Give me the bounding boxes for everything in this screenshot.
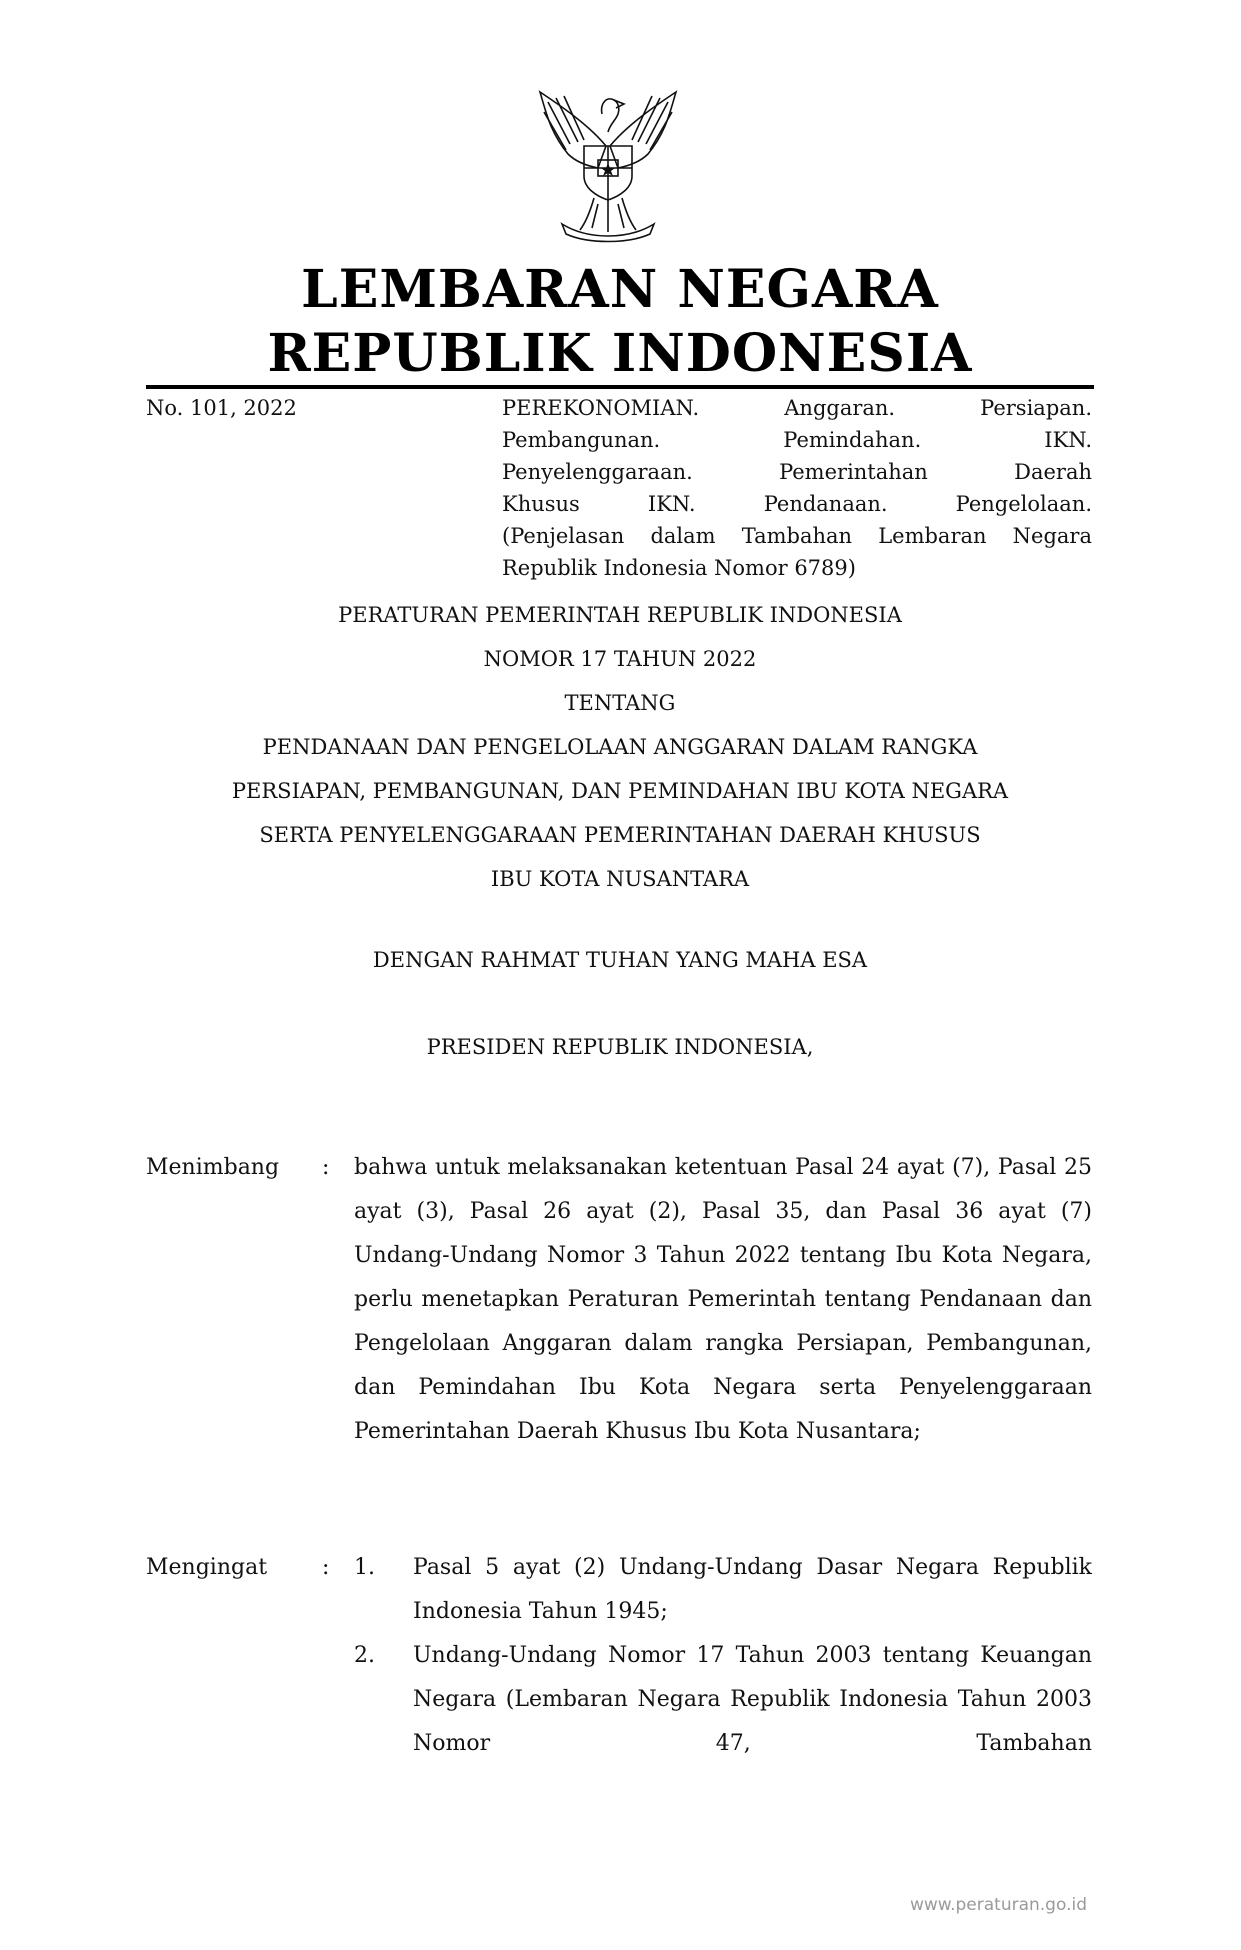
regulation-title-line: SERTA PENYELENGGARAAN PEMERINTAHAN DAERAH KHUSUS: [259, 823, 981, 847]
regulation-title-line: IBU KOTA NUSANTARA: [490, 867, 750, 891]
masthead-line-1: LEMBARAN NEGARA: [301, 259, 939, 320]
regulation-number: NOMOR 17 TAHUN 2022: [483, 647, 757, 671]
subject-keywords: [502, 392, 1092, 584]
subject-line: Penyelenggaraan. Pemerintahan Daerah: [502, 460, 1092, 484]
subject-line: (Penjelasan dalam Tambahan Lembaran Negara: [502, 524, 1092, 548]
issue-number: No. 101, 2022: [146, 396, 297, 420]
regulation-about: TENTANG: [564, 691, 676, 715]
subject-line: PEREKONOMIAN. Anggaran. Persiapan.: [502, 396, 1092, 420]
footer-url: www.peraturan.go.id: [909, 1895, 1087, 1915]
menimbang-text: bahwa untuk melaksanakan ketentuan Pasal 24 ayat (7), Pasal 25 ayat (3), Pasal 26 ayat (2), Pasal 35, dan Pasal 36 ayat (7) Undang-Undang Nomor 3 Tahun 2022 tentang Ibu Kota Negara, perlu menetapkan Peraturan Pemerintah tentang Pendanaan dan Pengelolaan Anggaran dalam rangka Persiapan, Pembangunan, dan Pemindahan Ibu Kota Negara serta Penyelenggaraan Pemerintahan Daerah Khusus Ibu Kota Nusantara;: [354, 1155, 1092, 1444]
regulation-title-line: PENDANAAN DAN PENGELOLAAN ANGGARAN DALAM RANGKA: [262, 735, 978, 759]
mengingat-item-number: 1.: [354, 1555, 375, 1580]
subject-line: Pembangunan. Pemindahan. IKN.: [502, 428, 1092, 452]
garuda-emblem-icon: [528, 84, 688, 244]
masthead-rule: [146, 385, 1094, 389]
subject-line: Khusus IKN. Pendanaan. Pengelolaan.: [502, 492, 1092, 516]
invocation: DENGAN RAHMAT TUHAN YANG MAHA ESA: [372, 948, 868, 972]
mengingat-label: Mengingat: [146, 1555, 268, 1580]
mengingat-colon: :: [322, 1555, 330, 1580]
regulation-type: PERATURAN PEMERINTAH REPUBLIK INDONESIA: [338, 603, 902, 627]
menimbang-label: Menimbang: [146, 1155, 280, 1180]
mengingat-item-text: Pasal 5 ayat (2) Undang-Undang Dasar Negara Republik Indonesia Tahun 1945;: [413, 1555, 1092, 1624]
regulation-heading: [146, 593, 1094, 901]
subject-line: Republik Indonesia Nomor 6789): [502, 556, 856, 580]
masthead: [146, 258, 1094, 386]
mengingat-item-number: 2.: [354, 1643, 375, 1668]
regulation-title-line: PERSIAPAN, PEMBANGUNAN, DAN PEMINDAHAN IBU KOTA NEGARA: [231, 779, 1009, 803]
masthead-line-2: REPUBLIK INDONESIA: [267, 323, 973, 384]
mengingat-item-text: Undang-Undang Nomor 17 Tahun 2003 tentang Keuangan Negara (Lembaran Negara Republik Indonesia Tahun 2003 Nomor 47, Tambahan: [413, 1643, 1092, 1756]
president-line: PRESIDEN REPUBLIK INDONESIA,: [426, 1035, 814, 1059]
menimbang-colon: :: [322, 1155, 330, 1180]
